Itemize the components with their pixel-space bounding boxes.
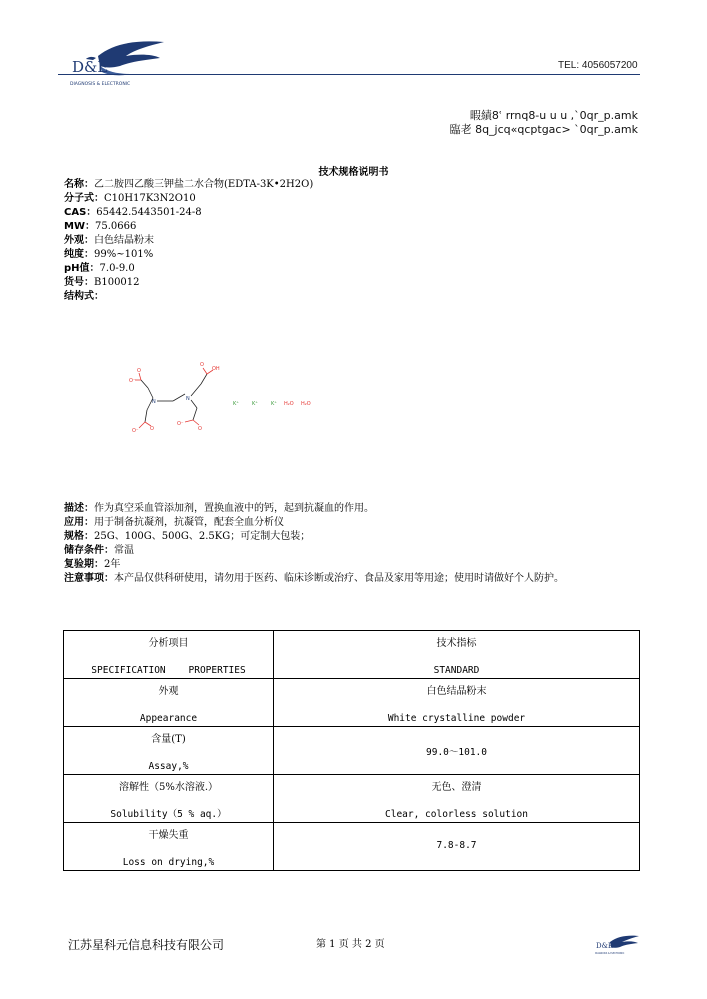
detail-notice	[64, 572, 664, 586]
row-standard-zh: 无色、澄清	[431, 782, 482, 793]
detail-storage-label: 储存条件：	[64, 545, 114, 556]
field-cas	[64, 206, 202, 220]
row-standard-en: White crystalline powder	[387, 713, 526, 724]
company-logo	[60, 38, 170, 90]
structure-atom-o6: O⁻	[177, 421, 184, 427]
table-cell	[64, 775, 274, 823]
row-standard-value: 7.8-8.7	[436, 840, 477, 851]
field-ph-label: pH值：	[64, 263, 100, 274]
structure-diagram	[115, 350, 335, 450]
structure-atom-n2: N	[186, 396, 190, 402]
structure-water-1: H₂O	[284, 401, 294, 407]
field-name	[64, 178, 313, 192]
header-divider	[58, 74, 640, 75]
structure-water-2: H₂O	[301, 401, 311, 407]
table-cell	[274, 727, 640, 775]
document-title: 技术规格说明书	[318, 167, 389, 178]
detail-description-value: 作为真空采血管添加剂，置换血液中的钙，起到抗凝血的作用。	[94, 503, 374, 514]
field-purity	[64, 248, 153, 262]
table-cell	[64, 679, 274, 727]
field-formula	[64, 192, 196, 206]
row-item-zh: 外观	[158, 686, 179, 697]
detail-retest	[64, 558, 120, 572]
field-name-value: 乙二胺四乙酸三钾盐二水合物(EDTA-3K•2H2O)	[94, 179, 314, 190]
table-cell	[64, 823, 274, 871]
table-header-row	[64, 631, 640, 679]
structure-atom-o4: O	[150, 426, 154, 432]
detail-specification-value: 25G、100G、500G、2.5KG；可定制大包装；	[94, 531, 311, 542]
row-item-zh: 含量(T)	[151, 734, 186, 745]
row-item-en: Solubility（5 % aq.）	[110, 809, 227, 820]
structure-potassium-3: K⁺	[271, 401, 277, 407]
field-structure-label: 结构式：	[64, 291, 104, 302]
header-col1-en: SPECIFICATION PROPERTIES	[91, 665, 246, 676]
field-mw-value: 75.0666	[94, 221, 137, 232]
field-formula-value: C10H17K3N2O10	[104, 193, 196, 204]
detail-notice-label: 注意事项：	[64, 573, 114, 584]
footer-logo	[594, 934, 640, 956]
field-cas-value: 65442.5443501-24-8	[96, 207, 202, 218]
row-item-en: Loss on drying,%	[122, 857, 215, 868]
header-contact-line-2: 臨老 8q_jcq«qcptgac> `0qr_p.amk	[449, 123, 638, 136]
field-ph-value: 7.0-9.0	[99, 263, 135, 274]
logo-text: D&E	[72, 58, 109, 76]
field-item-number	[64, 276, 140, 290]
header-phone: TEL: 4056057200	[558, 60, 638, 71]
footer-logo-tagline: DIAGNOSIS & ELECTRONIC	[595, 952, 625, 955]
detail-application-value: 用于制备抗凝剂，抗凝管，配套全血分析仪	[94, 517, 284, 528]
detail-description	[64, 502, 374, 516]
field-item-label: 货号：	[64, 277, 94, 288]
field-cas-label: CAS：	[64, 207, 97, 218]
row-standard-zh: 白色结晶粉末	[426, 686, 487, 697]
field-name-label: 名称：	[64, 179, 94, 190]
row-item-en: Assay,%	[148, 761, 189, 772]
spec-table	[63, 630, 640, 871]
row-item-zh: 干燥失重	[148, 830, 189, 841]
detail-specification	[64, 530, 310, 544]
structure-atom-oh: OH	[212, 366, 220, 372]
row-item-zh: 溶解性（5%水溶液.）	[118, 782, 219, 793]
detail-storage	[64, 544, 134, 558]
footer-logo-text: D&E	[596, 942, 613, 950]
structure-atom-o3: O⁻	[132, 428, 139, 434]
detail-notice-value: 本产品仅供科研使用，请勿用于医药、临床诊断或治疗、食品及家用等用途；使用时请做好个人防护。	[114, 573, 564, 584]
row-standard-en: Clear, colorless solution	[385, 809, 528, 820]
table-header-cell	[64, 631, 274, 679]
detail-retest-value: 2年	[104, 559, 121, 570]
field-appearance-value: 白色结晶粉末	[94, 235, 154, 246]
detail-description-label: 描述：	[64, 503, 94, 514]
row-item-en: Appearance	[139, 713, 198, 724]
structure-atom-n1: N	[152, 399, 156, 405]
header-col2-zh: 技术指标	[436, 638, 477, 649]
field-item-value: B100012	[94, 277, 140, 288]
table-cell	[274, 775, 640, 823]
header-col1-zh: 分析项目	[148, 638, 189, 649]
detail-retest-label: 复验期：	[64, 559, 104, 570]
footer-company: 江苏星科元信息科技有限公司	[68, 938, 225, 952]
structure-atom-o5: O	[200, 362, 204, 368]
row-standard-value: 99.0～101.0	[426, 747, 487, 758]
field-appearance	[64, 234, 154, 248]
table-cell	[64, 727, 274, 775]
detail-application	[64, 516, 284, 530]
field-purity-value: 99%~101%	[94, 249, 154, 260]
detail-specification-label: 规格：	[64, 531, 94, 542]
structure-potassium-1: K⁺	[233, 401, 239, 407]
table-row	[64, 775, 640, 823]
table-row	[64, 823, 640, 871]
field-purity-label: 纯度：	[64, 249, 94, 260]
structure-potassium-2: K⁺	[252, 401, 258, 407]
field-mw-label: MW：	[64, 221, 95, 232]
logo-tagline: DIAGNOSIS & ELECTRONIC	[70, 82, 131, 87]
table-row	[64, 727, 640, 775]
footer-page-number: 第 1 页 共 2 页	[316, 939, 385, 950]
structure-atom-o1: O⁻	[129, 378, 136, 384]
table-row	[64, 679, 640, 727]
table-header-cell	[274, 631, 640, 679]
field-ph	[64, 262, 135, 276]
header-col2-en: STANDARD	[433, 665, 480, 676]
structure-atom-o2: O	[137, 368, 141, 374]
header-contact-line-1: 暇績8ʿ rrnq8-u u u ,`0qr_p.amk	[469, 109, 638, 122]
structure-atom-o7: O	[198, 426, 202, 432]
table-cell	[274, 679, 640, 727]
field-appearance-label: 外观：	[64, 235, 94, 246]
table-cell	[274, 823, 640, 871]
detail-storage-value: 常温	[114, 545, 134, 556]
detail-application-label: 应用：	[64, 517, 94, 528]
field-mw	[64, 220, 136, 234]
field-structure	[64, 290, 104, 304]
field-formula-label: 分子式：	[64, 193, 104, 204]
